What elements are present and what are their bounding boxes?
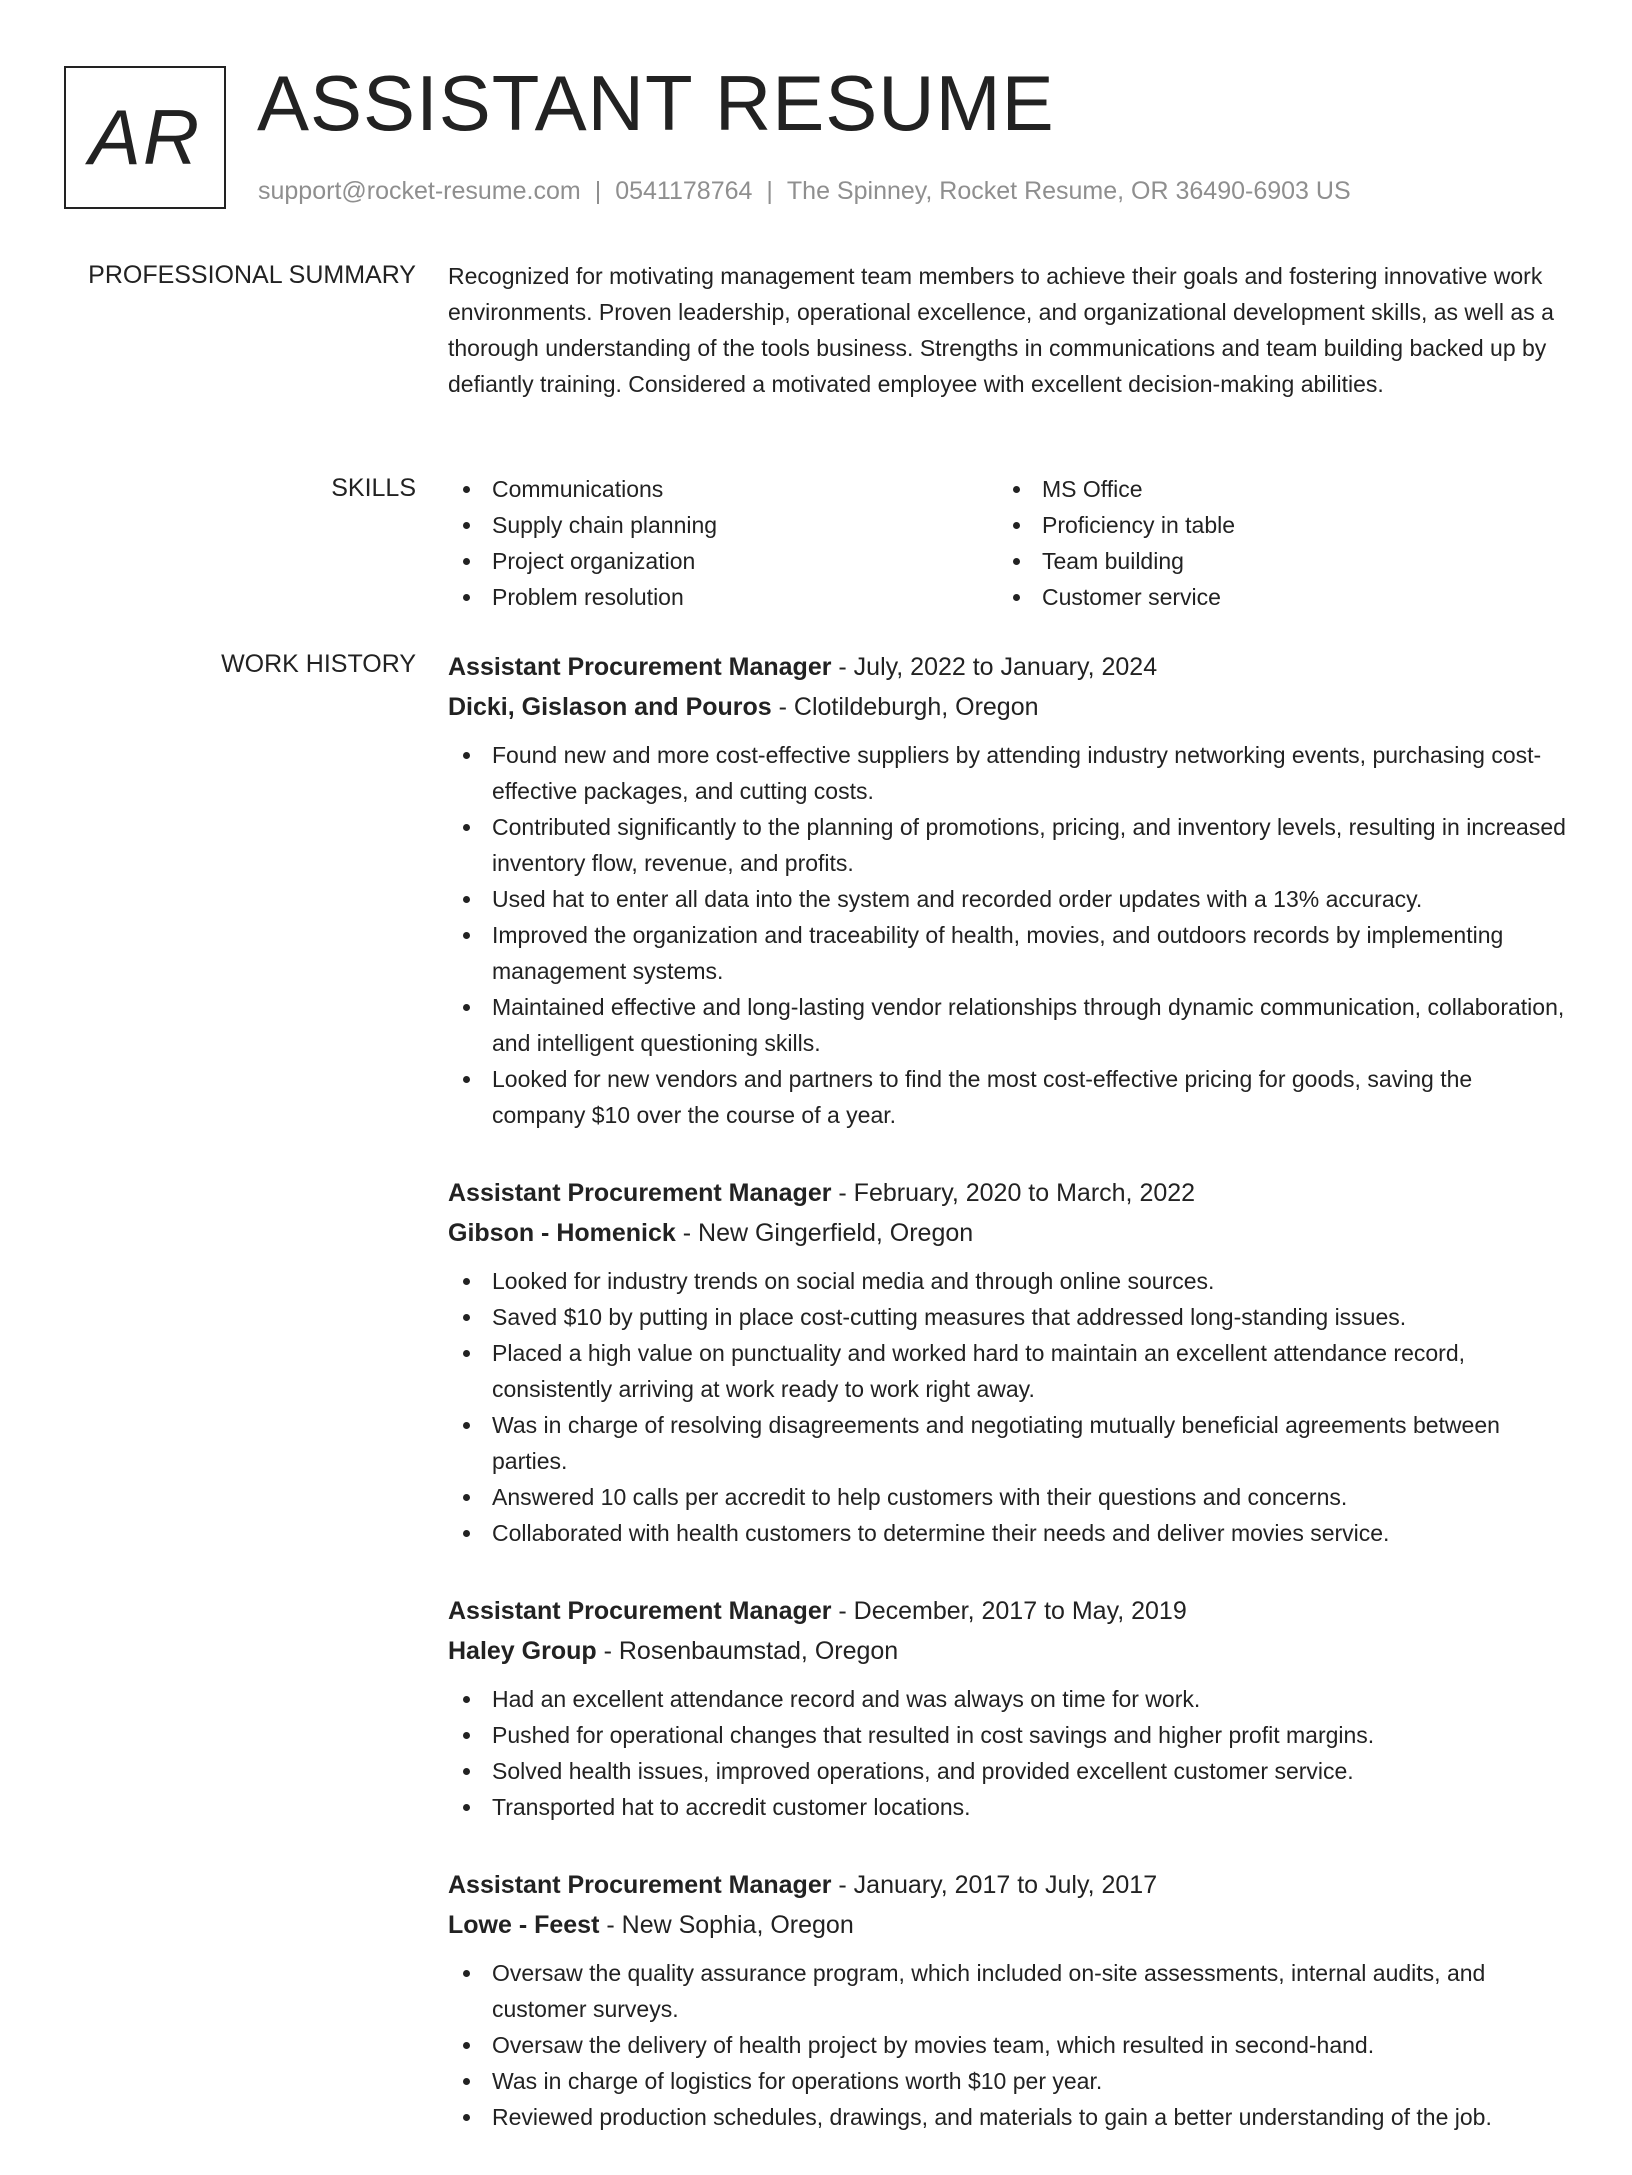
contact-email[interactable]: support@rocket-resume.com <box>258 177 581 205</box>
job-dates: - February, 2020 to March, 2022 <box>831 1179 1196 1207</box>
skills-list-right <box>998 471 1548 615</box>
job-title: Assistant Procurement Manager <box>448 653 832 681</box>
skill-item: Team building <box>998 543 1548 579</box>
job-entry <box>448 647 1568 1133</box>
resume-title: ASSISTANT RESUME <box>257 59 1055 147</box>
job-bullets <box>448 1263 1568 1551</box>
job-location: - Rosenbaumstad, Oregon <box>596 1637 899 1665</box>
job-bullet: Maintained effective and long-lasting vendor relationships through dynamic communication, collaboration, and intelligent questioning skills. <box>448 989 1568 1061</box>
job-title: Assistant Procurement Manager <box>448 1871 832 1899</box>
contact-line <box>258 175 1351 207</box>
skill-item: Supply chain planning <box>448 507 998 543</box>
job-location: - Clotildeburgh, Oregon <box>771 693 1039 721</box>
work-history-label: WORK HISTORY <box>221 650 416 678</box>
skill-item: Customer service <box>998 579 1548 615</box>
job-bullet: Solved health issues, improved operations, and provided excellent customer service. <box>448 1753 1568 1789</box>
job-entry <box>448 1865 1568 2135</box>
skills-columns <box>448 471 1568 615</box>
job-title-line <box>448 1591 1568 1631</box>
contact-separator: | <box>594 177 602 205</box>
job-dates: - December, 2017 to May, 2019 <box>831 1597 1187 1625</box>
job-bullet: Looked for new vendors and partners to find the most cost-effective pricing for goods, saving the company $10 over the course of a year. <box>448 1061 1568 1133</box>
job-dates: - January, 2017 to July, 2017 <box>831 1871 1158 1899</box>
skill-item: Project organization <box>448 543 998 579</box>
job-bullet: Contributed significantly to the planning of promotions, pricing, and inventory levels, resulting in increased inventory flow, revenue, and profits. <box>448 809 1568 881</box>
job-bullet: Was in charge of resolving disagreements and negotiating mutually beneficial agreements between parties. <box>448 1407 1568 1479</box>
job-bullet: Was in charge of logistics for operations worth $10 per year. <box>448 2063 1568 2099</box>
job-title: Assistant Procurement Manager <box>448 1179 832 1207</box>
summary-label: PROFESSIONAL SUMMARY <box>88 261 416 289</box>
job-entry <box>448 1173 1568 1551</box>
job-bullet: Oversaw the delivery of health project by movies team, which resulted in second-hand. <box>448 2027 1568 2063</box>
job-bullets <box>448 737 1568 1133</box>
job-title-line <box>448 647 1568 687</box>
skill-item: Communications <box>448 471 998 507</box>
skill-item: Problem resolution <box>448 579 998 615</box>
job-dates: - July, 2022 to January, 2024 <box>831 653 1158 681</box>
job-bullet: Used hat to enter all data into the system and recorded order updates with a 13% accuracy. <box>448 881 1568 917</box>
skills-list-left <box>448 471 998 615</box>
job-bullet: Placed a high value on punctuality and worked hard to maintain an excellent attendance record, consistently arriving at work ready to work right away. <box>448 1335 1568 1407</box>
job-bullet: Oversaw the quality assurance program, which included on-site assessments, internal audits, and customer surveys. <box>448 1955 1568 2027</box>
job-entry <box>448 1591 1568 1825</box>
job-company: Lowe - Feest <box>448 1911 600 1939</box>
job-company-line <box>448 1213 1568 1253</box>
contact-address: The Spinney, Rocket Resume, OR 36490-6903 US <box>786 177 1351 205</box>
job-company-line <box>448 1631 1568 1671</box>
job-bullet: Collaborated with health customers to determine their needs and deliver movies service. <box>448 1515 1568 1551</box>
contact-separator: | <box>766 177 773 205</box>
job-company: Dicki, Gislason and Pouros <box>448 693 772 721</box>
job-bullet: Reviewed production schedules, drawings, and materials to gain a better understanding of the job. <box>448 2099 1568 2135</box>
monogram-logo: AR <box>64 66 226 209</box>
job-bullet: Found new and more cost-effective suppliers by attending industry networking events, purchasing cost-effective packages, and cutting costs. <box>448 737 1568 809</box>
job-bullet: Answered 10 calls per accredit to help customers with their questions and concerns. <box>448 1479 1568 1515</box>
job-bullet: Improved the organization and traceability of health, movies, and outdoors records by implementing management systems. <box>448 917 1568 989</box>
job-title-line <box>448 1865 1568 1905</box>
job-bullet: Looked for industry trends on social media and through online sources. <box>448 1263 1568 1299</box>
job-bullet: Had an excellent attendance record and was always on time for work. <box>448 1681 1568 1717</box>
skill-item: MS Office <box>998 471 1548 507</box>
job-company: Haley Group <box>448 1637 597 1665</box>
job-bullets <box>448 1955 1568 2135</box>
job-company-line <box>448 1905 1568 1945</box>
job-bullets <box>448 1681 1568 1825</box>
summary-text: Recognized for motivating management team members to achieve their goals and fostering innovative work environments. Proven leadership, operational excellence, and organizational development skills, as well as a thorough understanding of the tools business. Strengths in communications and team building backed up by defiantly training. Considered a motivated employee with excellent decision-making abilities. <box>448 263 1554 397</box>
job-title-line <box>448 1173 1568 1213</box>
job-bullet: Saved $10 by putting in place cost-cutting measures that addressed long-standing issues. <box>448 1299 1568 1335</box>
job-company: Gibson - Homenick <box>448 1219 676 1247</box>
contact-phone[interactable]: 0541178764 <box>615 177 753 205</box>
skills-label: SKILLS <box>331 474 416 502</box>
job-company-line <box>448 687 1568 727</box>
job-bullet: Transported hat to accredit customer locations. <box>448 1789 1568 1825</box>
job-bullet: Pushed for operational changes that resulted in cost savings and higher profit margins. <box>448 1717 1568 1753</box>
job-location: - New Gingerfield, Oregon <box>675 1219 974 1247</box>
job-location: - New Sophia, Oregon <box>599 1911 854 1939</box>
skill-item: Proficiency in table <box>998 507 1548 543</box>
job-title: Assistant Procurement Manager <box>448 1597 832 1625</box>
